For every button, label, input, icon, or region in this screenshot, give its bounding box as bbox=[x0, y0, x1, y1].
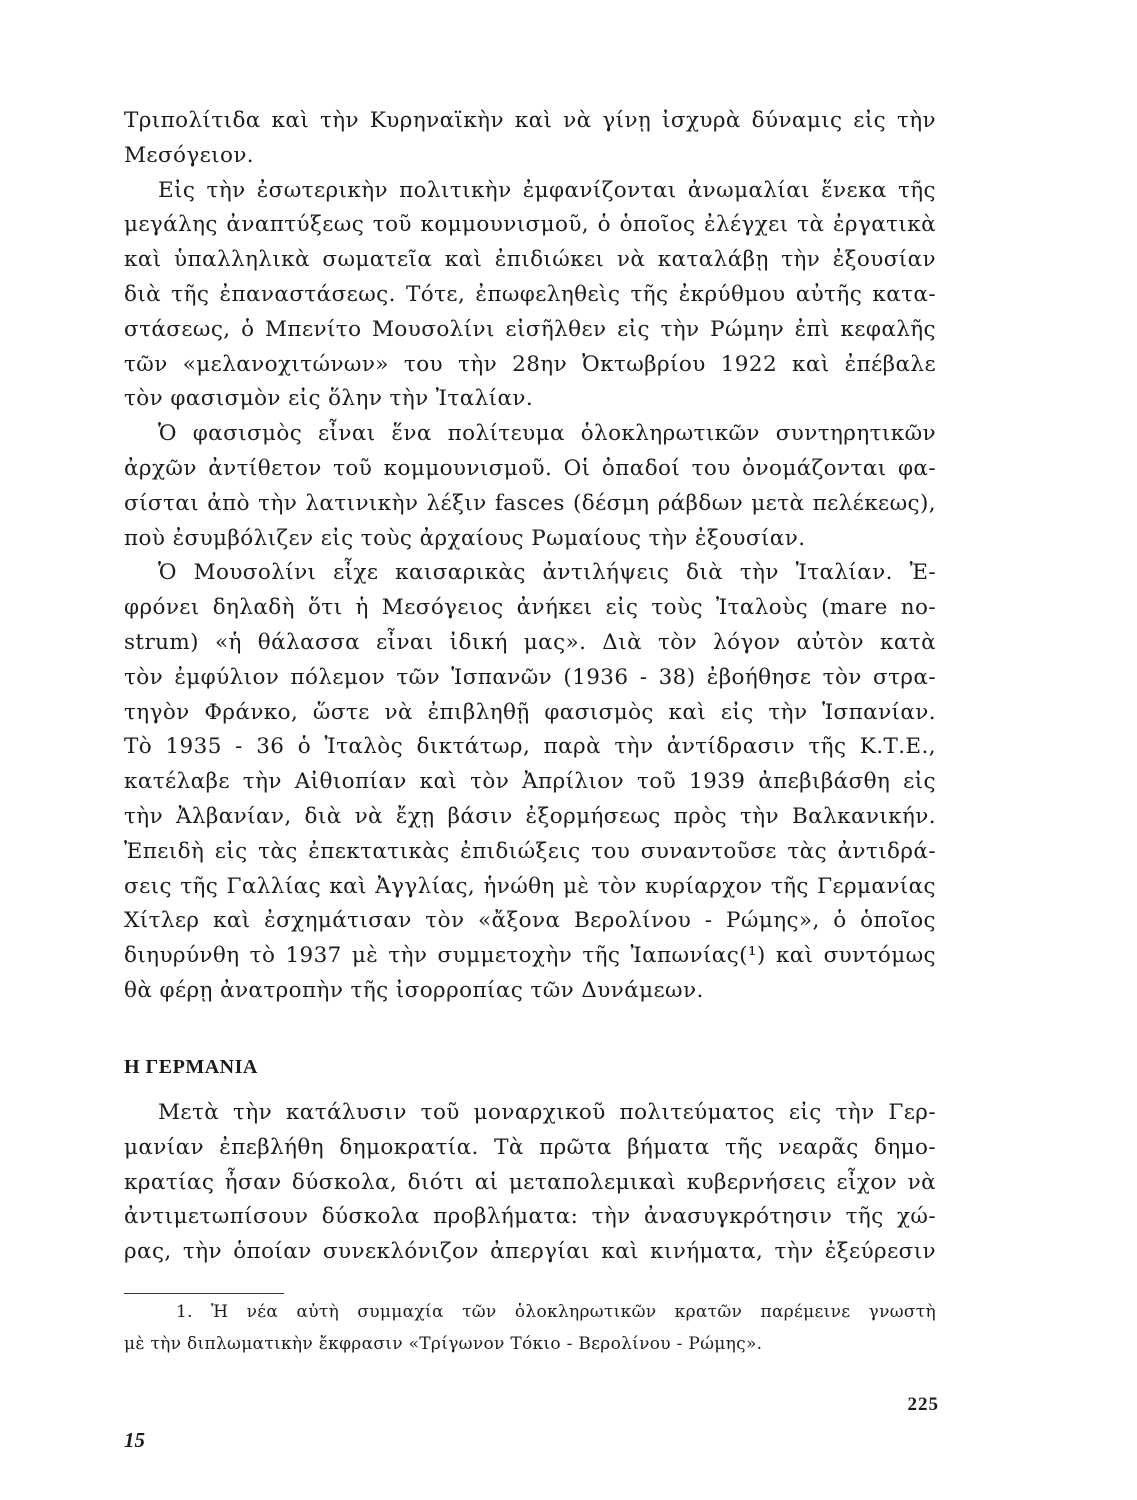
footnote-line: 1. Ἡ νέα αὐτὴ συμμαχία τῶν ὁλοκληρωτικῶν κρατῶν παρέμεινε γνωστὴ bbox=[176, 1302, 936, 1322]
text-line: τῶν «μελανοχιτώνων» του τὴν 28ην Ὀκτωβρίου 1922 καὶ ἐπέβαλε bbox=[124, 351, 936, 377]
page-number: 225 bbox=[907, 1394, 939, 1415]
text-line: θὰ φέρῃ ἀνατροπὴν τῆς ἰσορροπίας τῶν Δυνάμεων. bbox=[124, 977, 704, 1003]
text-line: Ἐπειδὴ εἰς τὰς ἐπεκτατικὰς ἐπιδιώξεις του συναντοῦσε τὰς ἀντιδρά- bbox=[124, 838, 936, 864]
text-line: στάσεως, ὁ Μπενίτο Μουσολίνι εἰσῆλθεν εἰς τὴν Ρώμην ἐπὶ κεφαλῆς bbox=[124, 316, 936, 342]
text-line: φρόνει δηλαδὴ ὅτι ἡ Μεσόγειος ἀνήκει εἰς τοὺς Ἰταλοὺς (mare no- bbox=[124, 595, 936, 621]
section-heading: Η ΓΕΡΜΑΝΙΑ bbox=[124, 1056, 258, 1078]
text-line: ποὺ ἐσυμβόλιζεν εἰς τοὺς ἀρχαίους Ρωμαίους τὴν ἐξουσίαν. bbox=[124, 525, 806, 551]
text-line: σεις τῆς Γαλλίας καὶ Ἀγγλίας, ἡνώθη μὲ τὸν κυρίαρχον τῆς Γερμανίας bbox=[124, 873, 936, 899]
text-line: μεγάλης ἀναπτύξεως τοῦ κομμουνισμοῦ, ὁ ὁποῖος ἐλέγχει τὰ ἐργατικὰ bbox=[124, 212, 936, 238]
text-line: καὶ ὑπαλληλικὰ σωματεῖα καὶ ἐπιδιώκει νὰ καταλάβῃ τὴν ἐξουσίαν bbox=[124, 247, 936, 273]
text-line: ἀρχῶν ἀντίθετον τοῦ κομμουνισμοῦ. Οἱ ὀπαδοί του ὀνομάζονται φα- bbox=[124, 455, 936, 481]
text-line: Εἰς τὴν ἐσωτερικὴν πολιτικὴν ἐμφανίζονται ἀνωμαλίαι ἕνεκα τῆς bbox=[158, 177, 936, 203]
text-line: διὰ τῆς ἐπαναστάσεως. Τότε, ἐπωφεληθεὶς τῆς ἐκρύθμου αὐτῆς κατα- bbox=[124, 281, 936, 307]
text-line: τὴν Ἀλβανίαν, διὰ νὰ ἔχῃ βάσιν ἐξορμήσεως πρὸς τὴν Βαλκανικήν. bbox=[124, 803, 936, 829]
footnote-line: μὲ τὴν διπλωματικὴν ἔκφρασιν «Τρίγωνον Τόκιο - Βερολίνου - Ρώμης». bbox=[124, 1334, 763, 1354]
section-text bbox=[124, 1096, 936, 1270]
text-line: Τριπολίτιδα καὶ τὴν Κυρηναϊκὴν καὶ νὰ γίνῃ ἰσχυρὰ δύναμις εἰς τὴν bbox=[124, 108, 936, 133]
footnote bbox=[124, 1296, 936, 1360]
text-line: Μετὰ τὴν κατάλυσιν τοῦ μοναρχικοῦ πολιτεύματος εἰς τὴν Γερ- bbox=[158, 1100, 936, 1125]
text-line: τὸν ἐμφύλιον πόλεμον τῶν Ἱσπανῶν (1936 - 38) ἐβοήθησε τὸν στρα- bbox=[124, 664, 936, 690]
text-line: μανίαν ἐπεβλήθη δημοκρατία. Τὰ πρῶτα βήματα τῆς νεαρᾶς δημο- bbox=[124, 1134, 936, 1160]
text-line: τὸν φασισμὸν εἰς ὅλην τὴν Ἰταλίαν. bbox=[124, 386, 534, 412]
text-line: ἀντιμετωπίσουν δύσκολα προβλήματα: τὴν ἀνασυγκρότησιν τῆς χώ- bbox=[124, 1204, 936, 1230]
text-line: ρας, τὴν ὁποίαν συνεκλόνιζον ἀπεργίαι καὶ κινήματα, τὴν ἐξεύρεσιν bbox=[124, 1239, 936, 1265]
printer-signature-mark: 15 bbox=[124, 1428, 145, 1452]
text-line: τηγὸν Φράνκο, ὥστε νὰ ἐπιβληθῇ φασισμὸς καὶ εἰς τὴν Ἱσπανίαν. bbox=[124, 699, 936, 725]
text-line: κρατίας ἦσαν δύσκολα, διότι αἱ μεταπολεμικαὶ κυβερνήσεις εἶχον νὰ bbox=[124, 1169, 936, 1195]
text-line: Ὁ φασισμὸς εἶναι ἕνα πολίτευμα ὁλοκληρωτικῶν συντηρητικῶν bbox=[158, 421, 936, 447]
text-line: strum) «ἡ θάλασσα εἶναι ἰδική μας». Διὰ τὸν λόγον αὐτὸν κατὰ bbox=[124, 629, 936, 655]
text-line: διηυρύνθη τὸ 1937 μὲ τὴν συμμετοχὴν τῆς Ἰαπωνίας(¹) καὶ συντόμως bbox=[124, 943, 936, 969]
text-line: Ὁ Μουσολίνι εἶχε καισαρικὰς ἀντιλήψεις διὰ τὴν Ἰταλίαν. Ἐ- bbox=[158, 560, 936, 586]
text-line: Τὸ 1935 - 36 ὁ Ἰταλὸς δικτάτωρ, παρὰ τὴν ἀντίδρασιν τῆς Κ.Τ.Ε., bbox=[124, 734, 936, 760]
text-line: Μεσόγειον. bbox=[124, 142, 255, 168]
text-line: κατέλαβε τὴν Αἰθιοπίαν καὶ τὸν Ἀπρίλιον τοῦ 1939 ἀπεβιβάσθη εἰς bbox=[124, 769, 936, 795]
text-line: σίσται ἀπὸ τὴν λατινικὴν λέξιν fasces (δέσμη ράβδων μετὰ πελέκεως), bbox=[124, 490, 936, 516]
text-line: Χίτλερ καὶ ἐσχημάτισαν τὸν «ἄξονα Βερολίνου - Ρώμης», ὁ ὁποῖος bbox=[124, 908, 936, 934]
main-text bbox=[124, 104, 936, 1009]
footnote-divider bbox=[124, 1293, 284, 1294]
